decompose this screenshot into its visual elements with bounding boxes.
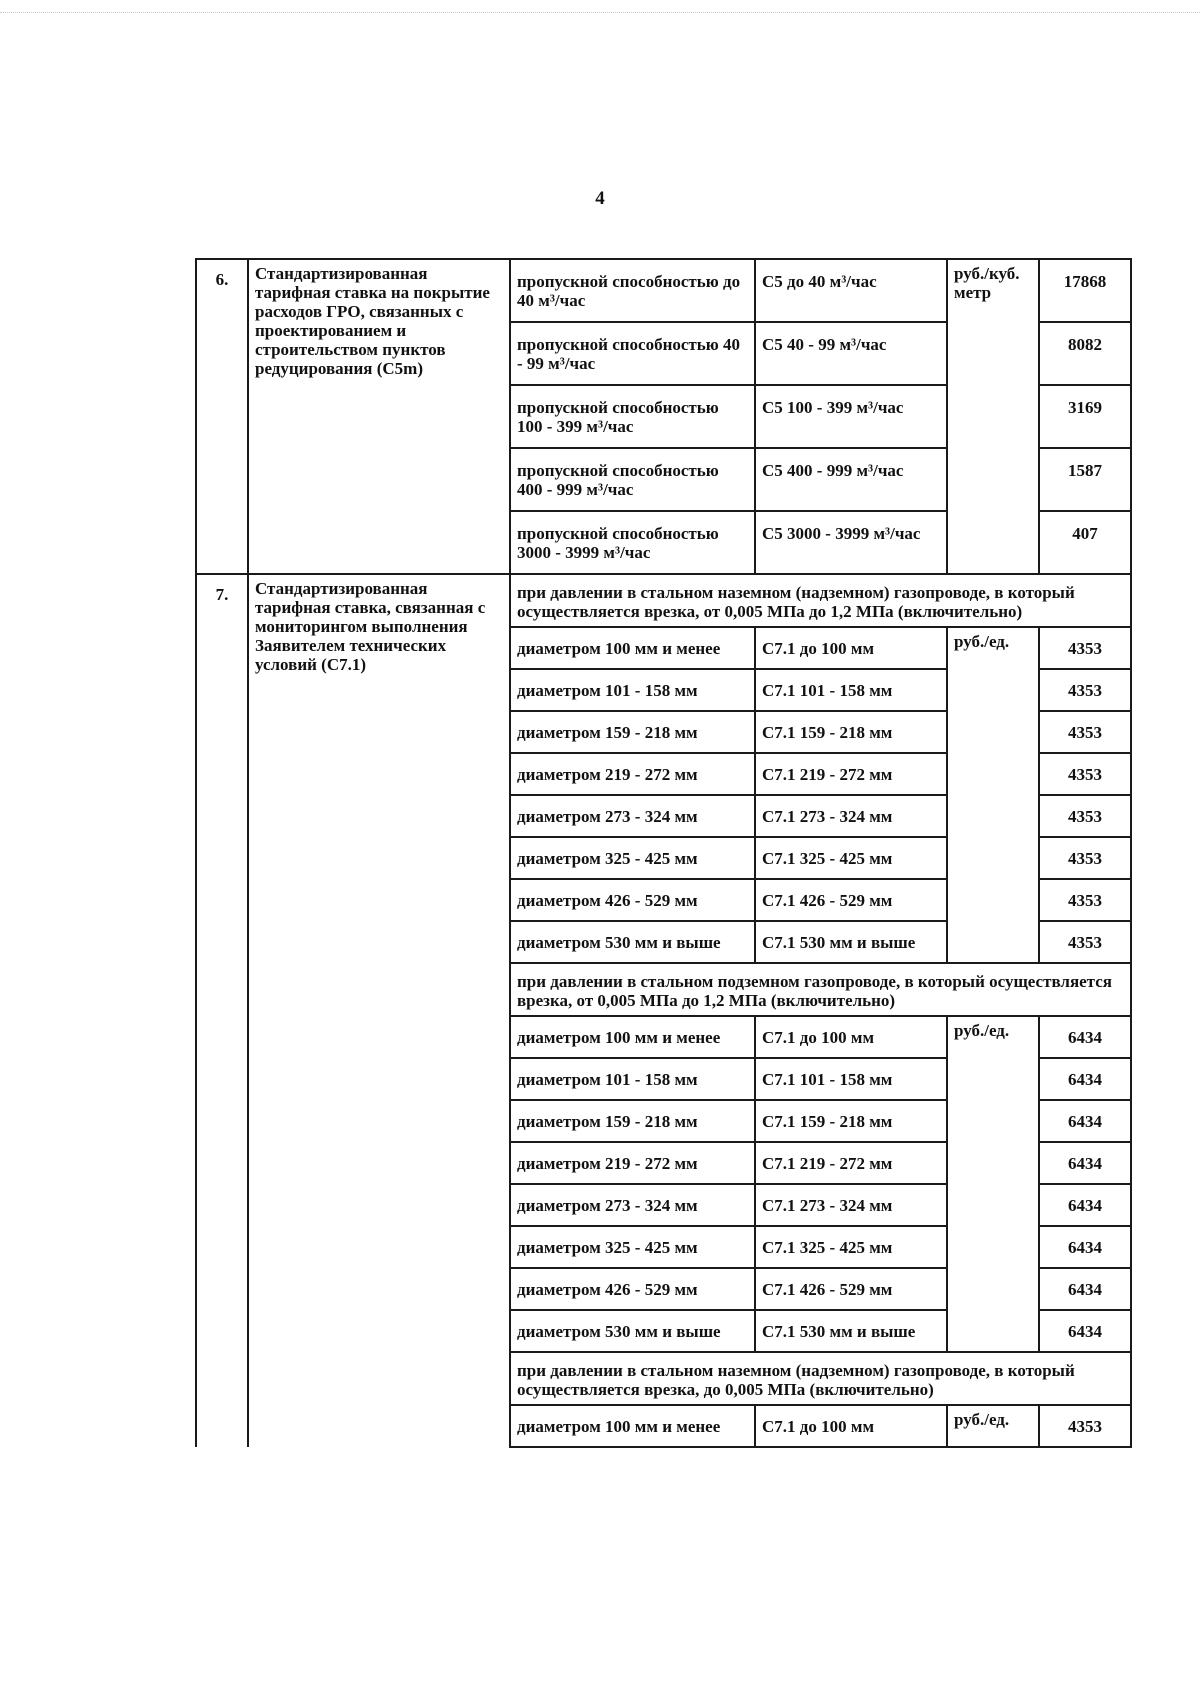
- row-code: C7.1 426 - 529 мм: [755, 879, 947, 921]
- row-description: пропускной способностью 40 - 99 м³/час: [510, 322, 755, 385]
- row-code: C5 3000 - 3999 м³/час: [755, 511, 947, 574]
- row-code: C7.1 273 - 324 мм: [755, 1184, 947, 1226]
- tariff-table-body: [196, 259, 1131, 1447]
- row-code: C7.1 219 - 272 мм: [755, 1142, 947, 1184]
- unit-cell: руб./ед.: [947, 1016, 1039, 1352]
- row-code: C7.1 530 мм и выше: [755, 921, 947, 963]
- row-description: диаметром 219 - 272 мм: [510, 1142, 755, 1184]
- section-description: Стандартизированная тарифная ставка на покрытие расходов ГРО, связанных с проектированием и строительством пунктов редуцирования (C5m): [248, 259, 510, 574]
- row-value: 6434: [1039, 1058, 1131, 1100]
- row-value: 407: [1039, 511, 1131, 574]
- row-code: C5 до 40 м³/час: [755, 259, 947, 322]
- row-description: диаметром 159 - 218 мм: [510, 711, 755, 753]
- unit-cell: руб./ед.: [947, 627, 1039, 963]
- row-code: C5 400 - 999 м³/час: [755, 448, 947, 511]
- row-code: C7.1 530 мм и выше: [755, 1310, 947, 1352]
- group-condition: при давлении в стальном наземном (надземном) газопроводе, в который осуществляется врезка, от 0,005 МПа до 1,2 МПа (включительно): [510, 574, 1131, 627]
- group-header-row: [196, 574, 1131, 627]
- group-condition: при давлении в стальном наземном (надземном) газопроводе, в который осуществляется врезка, до 0,005 МПа (включительно): [510, 1352, 1131, 1405]
- row-code: C5 100 - 399 м³/час: [755, 385, 947, 448]
- row-value: 4353: [1039, 669, 1131, 711]
- row-value: 4353: [1039, 921, 1131, 963]
- row-description: диаметром 426 - 529 мм: [510, 1268, 755, 1310]
- unit-cell: руб./куб. метр: [947, 259, 1039, 574]
- row-description: диаметром 273 - 324 мм: [510, 795, 755, 837]
- row-code: C7.1 159 - 218 мм: [755, 711, 947, 753]
- section-description: Стандартизированная тарифная ставка, связанная с мониторингом выполнения Заявителем технических условий (C7.1): [248, 574, 510, 1447]
- row-description: диаметром 100 мм и менее: [510, 627, 755, 669]
- row-value: 17868: [1039, 259, 1131, 322]
- row-value: 4353: [1039, 753, 1131, 795]
- row-value: 4353: [1039, 1405, 1131, 1447]
- row-value: 6434: [1039, 1310, 1131, 1352]
- row-value: 4353: [1039, 837, 1131, 879]
- row-value: 3169: [1039, 385, 1131, 448]
- row-code: C7.1 101 - 158 мм: [755, 1058, 947, 1100]
- row-description: диаметром 101 - 158 мм: [510, 669, 755, 711]
- row-description: пропускной способностью до 40 м³/час: [510, 259, 755, 322]
- row-value: 6434: [1039, 1268, 1131, 1310]
- row-value: 1587: [1039, 448, 1131, 511]
- row-description: диаметром 219 - 272 мм: [510, 753, 755, 795]
- row-description: пропускной способностью 3000 - 3999 м³/час: [510, 511, 755, 574]
- row-value: 6434: [1039, 1184, 1131, 1226]
- row-description: диаметром 100 мм и менее: [510, 1016, 755, 1058]
- table-row: [196, 259, 1131, 322]
- row-description: пропускной способностью 100 - 399 м³/час: [510, 385, 755, 448]
- row-code: C7.1 325 - 425 мм: [755, 837, 947, 879]
- row-description: диаметром 101 - 158 мм: [510, 1058, 755, 1100]
- row-value: 6434: [1039, 1016, 1131, 1058]
- row-code: C7.1 до 100 мм: [755, 1016, 947, 1058]
- row-code: C7.1 219 - 272 мм: [755, 753, 947, 795]
- scan-edge: [0, 12, 1200, 13]
- row-value: 4353: [1039, 711, 1131, 753]
- group-condition: при давлении в стальном подземном газопроводе, в который осуществляется врезка, от 0,005 МПа до 1,2 МПа (включительно): [510, 963, 1131, 1016]
- row-description: диаметром 100 мм и менее: [510, 1405, 755, 1447]
- unit-cell: руб./ед.: [947, 1405, 1039, 1447]
- row-value: 4353: [1039, 627, 1131, 669]
- row-value: 6434: [1039, 1100, 1131, 1142]
- row-value: 4353: [1039, 879, 1131, 921]
- row-value: 8082: [1039, 322, 1131, 385]
- row-value: 6434: [1039, 1226, 1131, 1268]
- row-code: C7.1 273 - 324 мм: [755, 795, 947, 837]
- row-description: диаметром 530 мм и выше: [510, 921, 755, 963]
- row-code: C7.1 до 100 мм: [755, 627, 947, 669]
- tariff-table: [195, 258, 1132, 1448]
- row-description: диаметром 159 - 218 мм: [510, 1100, 755, 1142]
- row-code: C7.1 до 100 мм: [755, 1405, 947, 1447]
- row-description: диаметром 273 - 324 мм: [510, 1184, 755, 1226]
- row-description: диаметром 325 - 425 мм: [510, 837, 755, 879]
- row-code: C5 40 - 99 м³/час: [755, 322, 947, 385]
- row-code: C7.1 325 - 425 мм: [755, 1226, 947, 1268]
- section-number: 6.: [196, 259, 248, 574]
- row-code: C7.1 426 - 529 мм: [755, 1268, 947, 1310]
- row-code: C7.1 101 - 158 мм: [755, 669, 947, 711]
- row-value: 4353: [1039, 795, 1131, 837]
- row-description: пропускной способностью 400 - 999 м³/час: [510, 448, 755, 511]
- page-number: 4: [595, 188, 605, 209]
- row-description: диаметром 426 - 529 мм: [510, 879, 755, 921]
- row-description: диаметром 530 мм и выше: [510, 1310, 755, 1352]
- row-description: диаметром 325 - 425 мм: [510, 1226, 755, 1268]
- section-number: 7.: [196, 574, 248, 1447]
- row-code: C7.1 159 - 218 мм: [755, 1100, 947, 1142]
- row-value: 6434: [1039, 1142, 1131, 1184]
